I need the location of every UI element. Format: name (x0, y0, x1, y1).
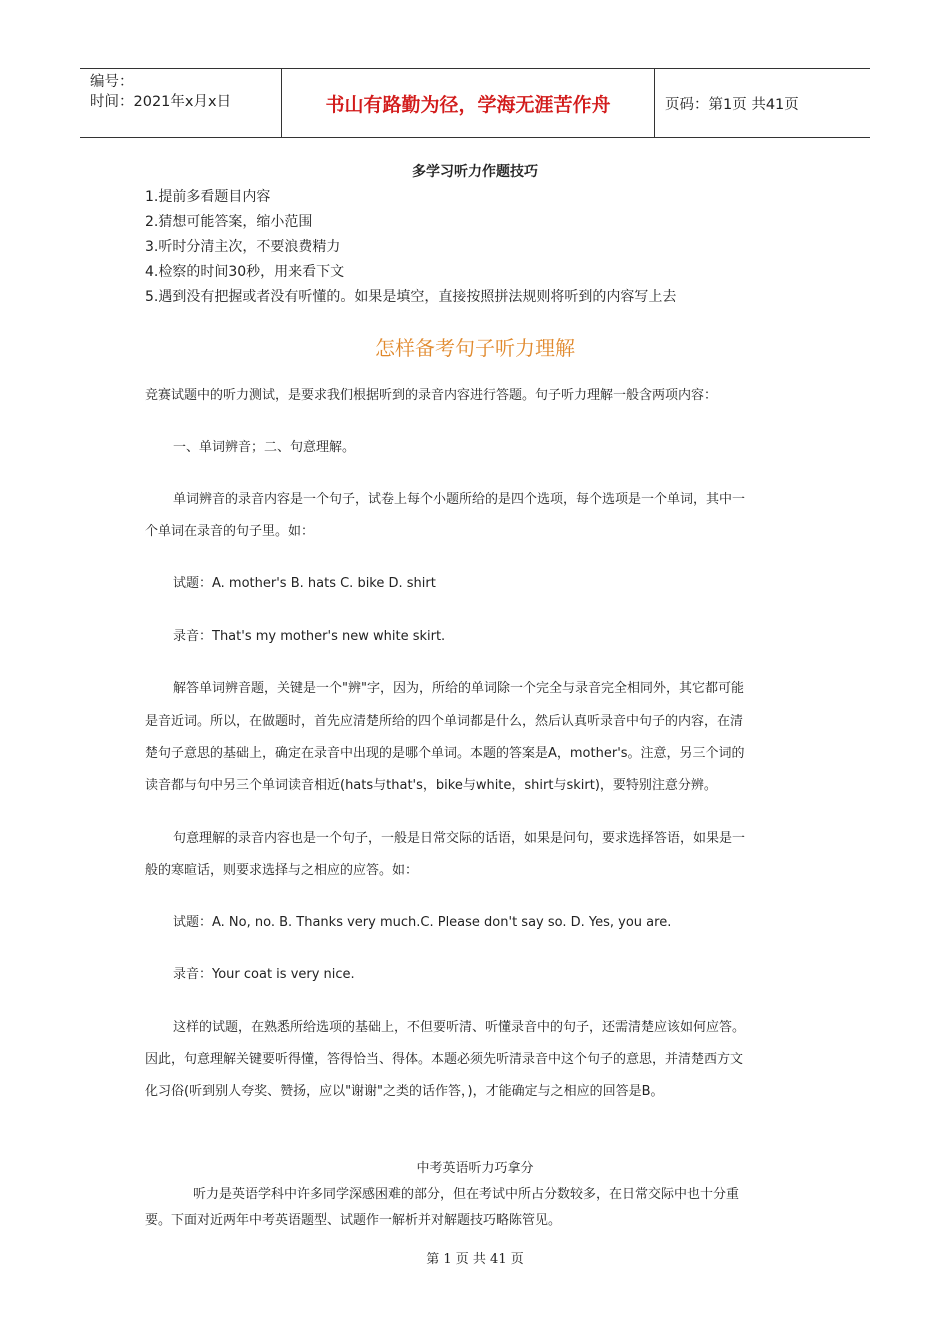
paragraph-line: 录音：That's my mother's new white skirt. (173, 629, 446, 644)
paragraph-line: 要。下面对近两年中考英语题型、试题作一解析并对解题技巧略陈管见。 (145, 1213, 562, 1228)
paragraph-line: 楚句子意思的基础上，确定在录音中出现的是哪个单词。本题的答案是A，mother's。注意，另三个词的 (145, 746, 745, 761)
header-page-info: 页码：第1页 共41页 (665, 96, 799, 113)
paragraph-line: 般的寒暄话，则要求选择与之相应的应答。如： (145, 863, 419, 878)
paragraph-line: 竞赛试题中的听力测试，是要求我们根据听到的录音内容进行答题。句子听力理解一般含两项内容： (145, 388, 718, 403)
tip-item: 5.遇到没有把握或者没有听懂的。如果是填空，直接按照拼法规则将听到的内容写上去 (145, 289, 677, 305)
paragraph-line: 试题：A. No, no. B. Thanks very much.C. Please don't say so. D. Yes, you are. (173, 915, 672, 930)
paragraph-line: 化习俗(听到别人夸奖、赞扬，应以"谢谢"之类的话作答，)，才能确定与之相应的回答是B。 (145, 1084, 664, 1099)
paragraph-line: 听力是英语学科中许多同学深感困难的部分，但在考试中所占分数较多，在日常交际中也十分重 (193, 1187, 740, 1202)
paragraph-line: 一、单词辨音；二、句意理解。 (173, 440, 356, 455)
tip-item: 2.猜想可能答案，缩小范围 (145, 214, 313, 230)
tip-item: 1.提前多看题目内容 (145, 189, 271, 205)
section1-title: 多学习听力作题技巧 (412, 164, 538, 180)
tip-item: 4.检察的时间30秒，用来看下文 (145, 264, 345, 280)
section3-title: 中考英语听力巧拿分 (416, 1161, 534, 1176)
header-meta (80, 69, 282, 137)
number-label: 编号： (90, 74, 134, 90)
paragraph-line: 单词辨音的录音内容是一个句子，试卷上每个小题所给的是四个选项，每个选项是一个单词，其中一 (173, 492, 746, 507)
time-label: 时间：2021年x月x日 (90, 94, 232, 110)
paragraph-line: 录音：Your coat is very nice. (173, 967, 355, 982)
tip-item: 3.听时分清主次，不要浪费精力 (145, 239, 341, 255)
paragraph-line: 试题：A. mother's B. hats C. bike D. shirt (173, 576, 436, 591)
paragraph-line: 这样的试题，在熟悉所给选项的基础上，不但要听清、听懂录音中的句子，还需清楚应该如何应答。 (173, 1020, 746, 1035)
paragraph-line: 因此，句意理解关键要听得懂，答得恰当、得体。本题必须先听清录音中这个句子的意思，并清楚西方文 (145, 1052, 744, 1067)
paragraph-line: 句意理解的录音内容也是一个句子，一般是日常交际的话语，如果是问句，要求选择答语，如果是一 (173, 831, 746, 846)
paragraph-line: 个单词在录音的句子里。如： (145, 524, 315, 539)
motto-text: 书山有路勤为径，学海无涯苦作舟 (325, 93, 611, 116)
page-header (80, 68, 870, 138)
section2-title: 怎样备考句子听力理解 (375, 336, 575, 360)
page-footer: 第 1 页 共 41 页 (426, 1252, 524, 1267)
header-motto (282, 69, 655, 137)
paragraph-line: 读音都与句中另三个单词读音相近(hats与that's，bike与white，shirt与skirt)，要特别注意分辨。 (145, 778, 717, 793)
paragraph-line: 解答单词辨音题，关键是一个"辨"字，因为，所给的单词除一个完全与录音完全相同外，其它都可能 (173, 681, 744, 696)
paragraph-line: 是音近词。所以，在做题时，首先应清楚所给的四个单词都是什么，然后认真听录音中句子的内容，在清 (145, 714, 744, 729)
